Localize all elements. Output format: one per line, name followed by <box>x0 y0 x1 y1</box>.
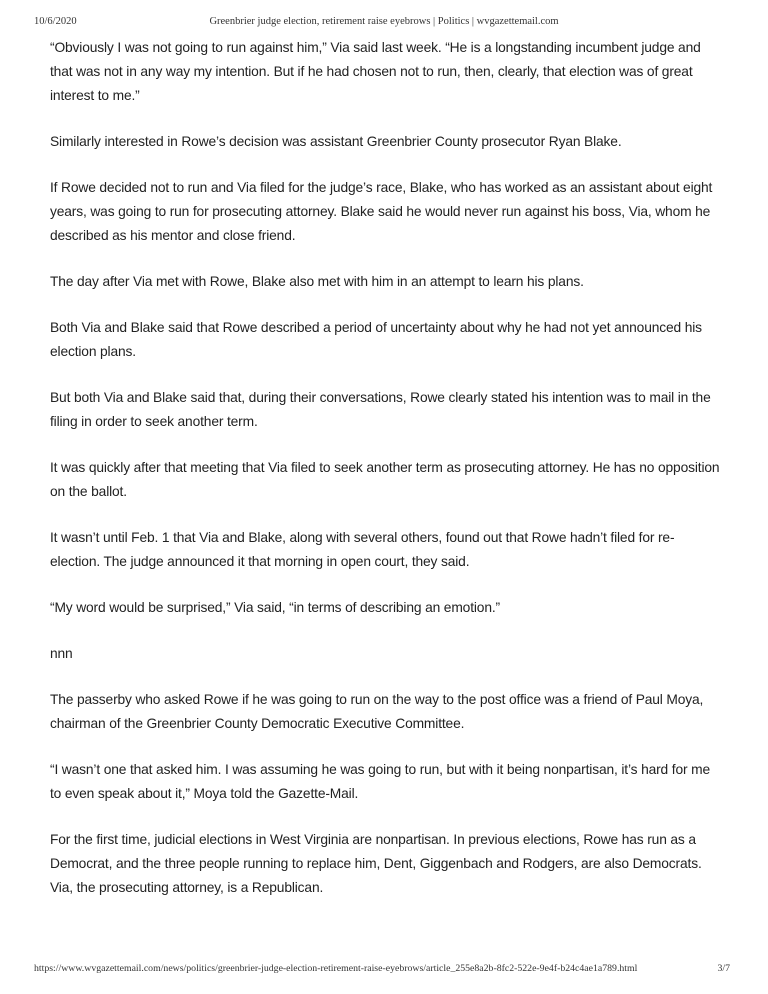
article-paragraph: But both Via and Blake said that, during their conversations, Rowe clearly stated his intention was to mail in the filing in order to seek another term. <box>50 390 711 429</box>
article-paragraph: It was quickly after that meeting that Via filed to seek another term as prosecuting attorney. He has no opposition on the ballot. <box>50 460 720 499</box>
print-page-title: Greenbrier judge election, retirement raise eyebrows | Politics | wvgazettemail.com <box>209 16 559 27</box>
article-paragraph: If Rowe decided not to run and Via filed for the judge’s race, Blake, who has worked as an assistant about eight years, was going to run for prosecuting attorney. Blake said he would never run against his boss, Via, whom he described as his mentor and close friend. <box>50 180 713 243</box>
article-paragraph: The day after Via met with Rowe, Blake also met with him in an attempt to learn his plans. <box>50 274 584 289</box>
section-separator: nnn <box>50 646 73 661</box>
article-paragraph: “My word would be surprised,” Via said, “in terms of describing an emotion.” <box>50 600 500 615</box>
article-paragraph: “Obviously I was not going to run against him,” Via said last week. “He is a longstanding incumbent judge and that was not in any way my intention. But if he had chosen not to run, then, clearly, that election was of great interest to me.” <box>50 40 701 103</box>
print-header <box>0 16 768 30</box>
article-paragraph: “I wasn’t one that asked him. I was assuming he was going to run, but with it being nonpartisan, it’s hard for me to even speak about it,” Moya told the Gazette-Mail. <box>50 762 710 801</box>
article-paragraph: Both Via and Blake said that Rowe described a period of uncertainty about why he had not yet announced his election plans. <box>50 320 702 359</box>
page-number: 3/7 <box>717 963 730 974</box>
article-paragraph: Similarly interested in Rowe’s decision was assistant Greenbrier County prosecutor Ryan Blake. <box>50 134 622 149</box>
article-paragraph: For the first time, judicial elections in West Virginia are nonpartisan. In previous elections, Rowe has run as a Democrat, and the three people running to replace him, Dent, Giggenbach and Rodgers, are also Democrats. Via, the prosecuting attorney, is a Republican. <box>50 832 702 895</box>
print-date: 10/6/2020 <box>34 16 77 27</box>
article-paragraph: It wasn’t until Feb. 1 that Via and Blake, along with several others, found out that Rowe hadn’t filed for re-election. The judge announced it that morning in open court, they said. <box>50 530 675 569</box>
article-body <box>50 36 722 922</box>
print-url: https://www.wvgazettemail.com/news/politics/greenbrier-judge-election-retirement-raise-eyebrows/article_255e8a2b-8fc2-522e-9e4f-b24c4ae1a789.html <box>34 963 638 974</box>
print-footer <box>0 963 768 977</box>
article-paragraph: The passerby who asked Rowe if he was going to run on the way to the post office was a friend of Paul Moya, chairman of the Greenbrier County Democratic Executive Committee. <box>50 692 704 731</box>
